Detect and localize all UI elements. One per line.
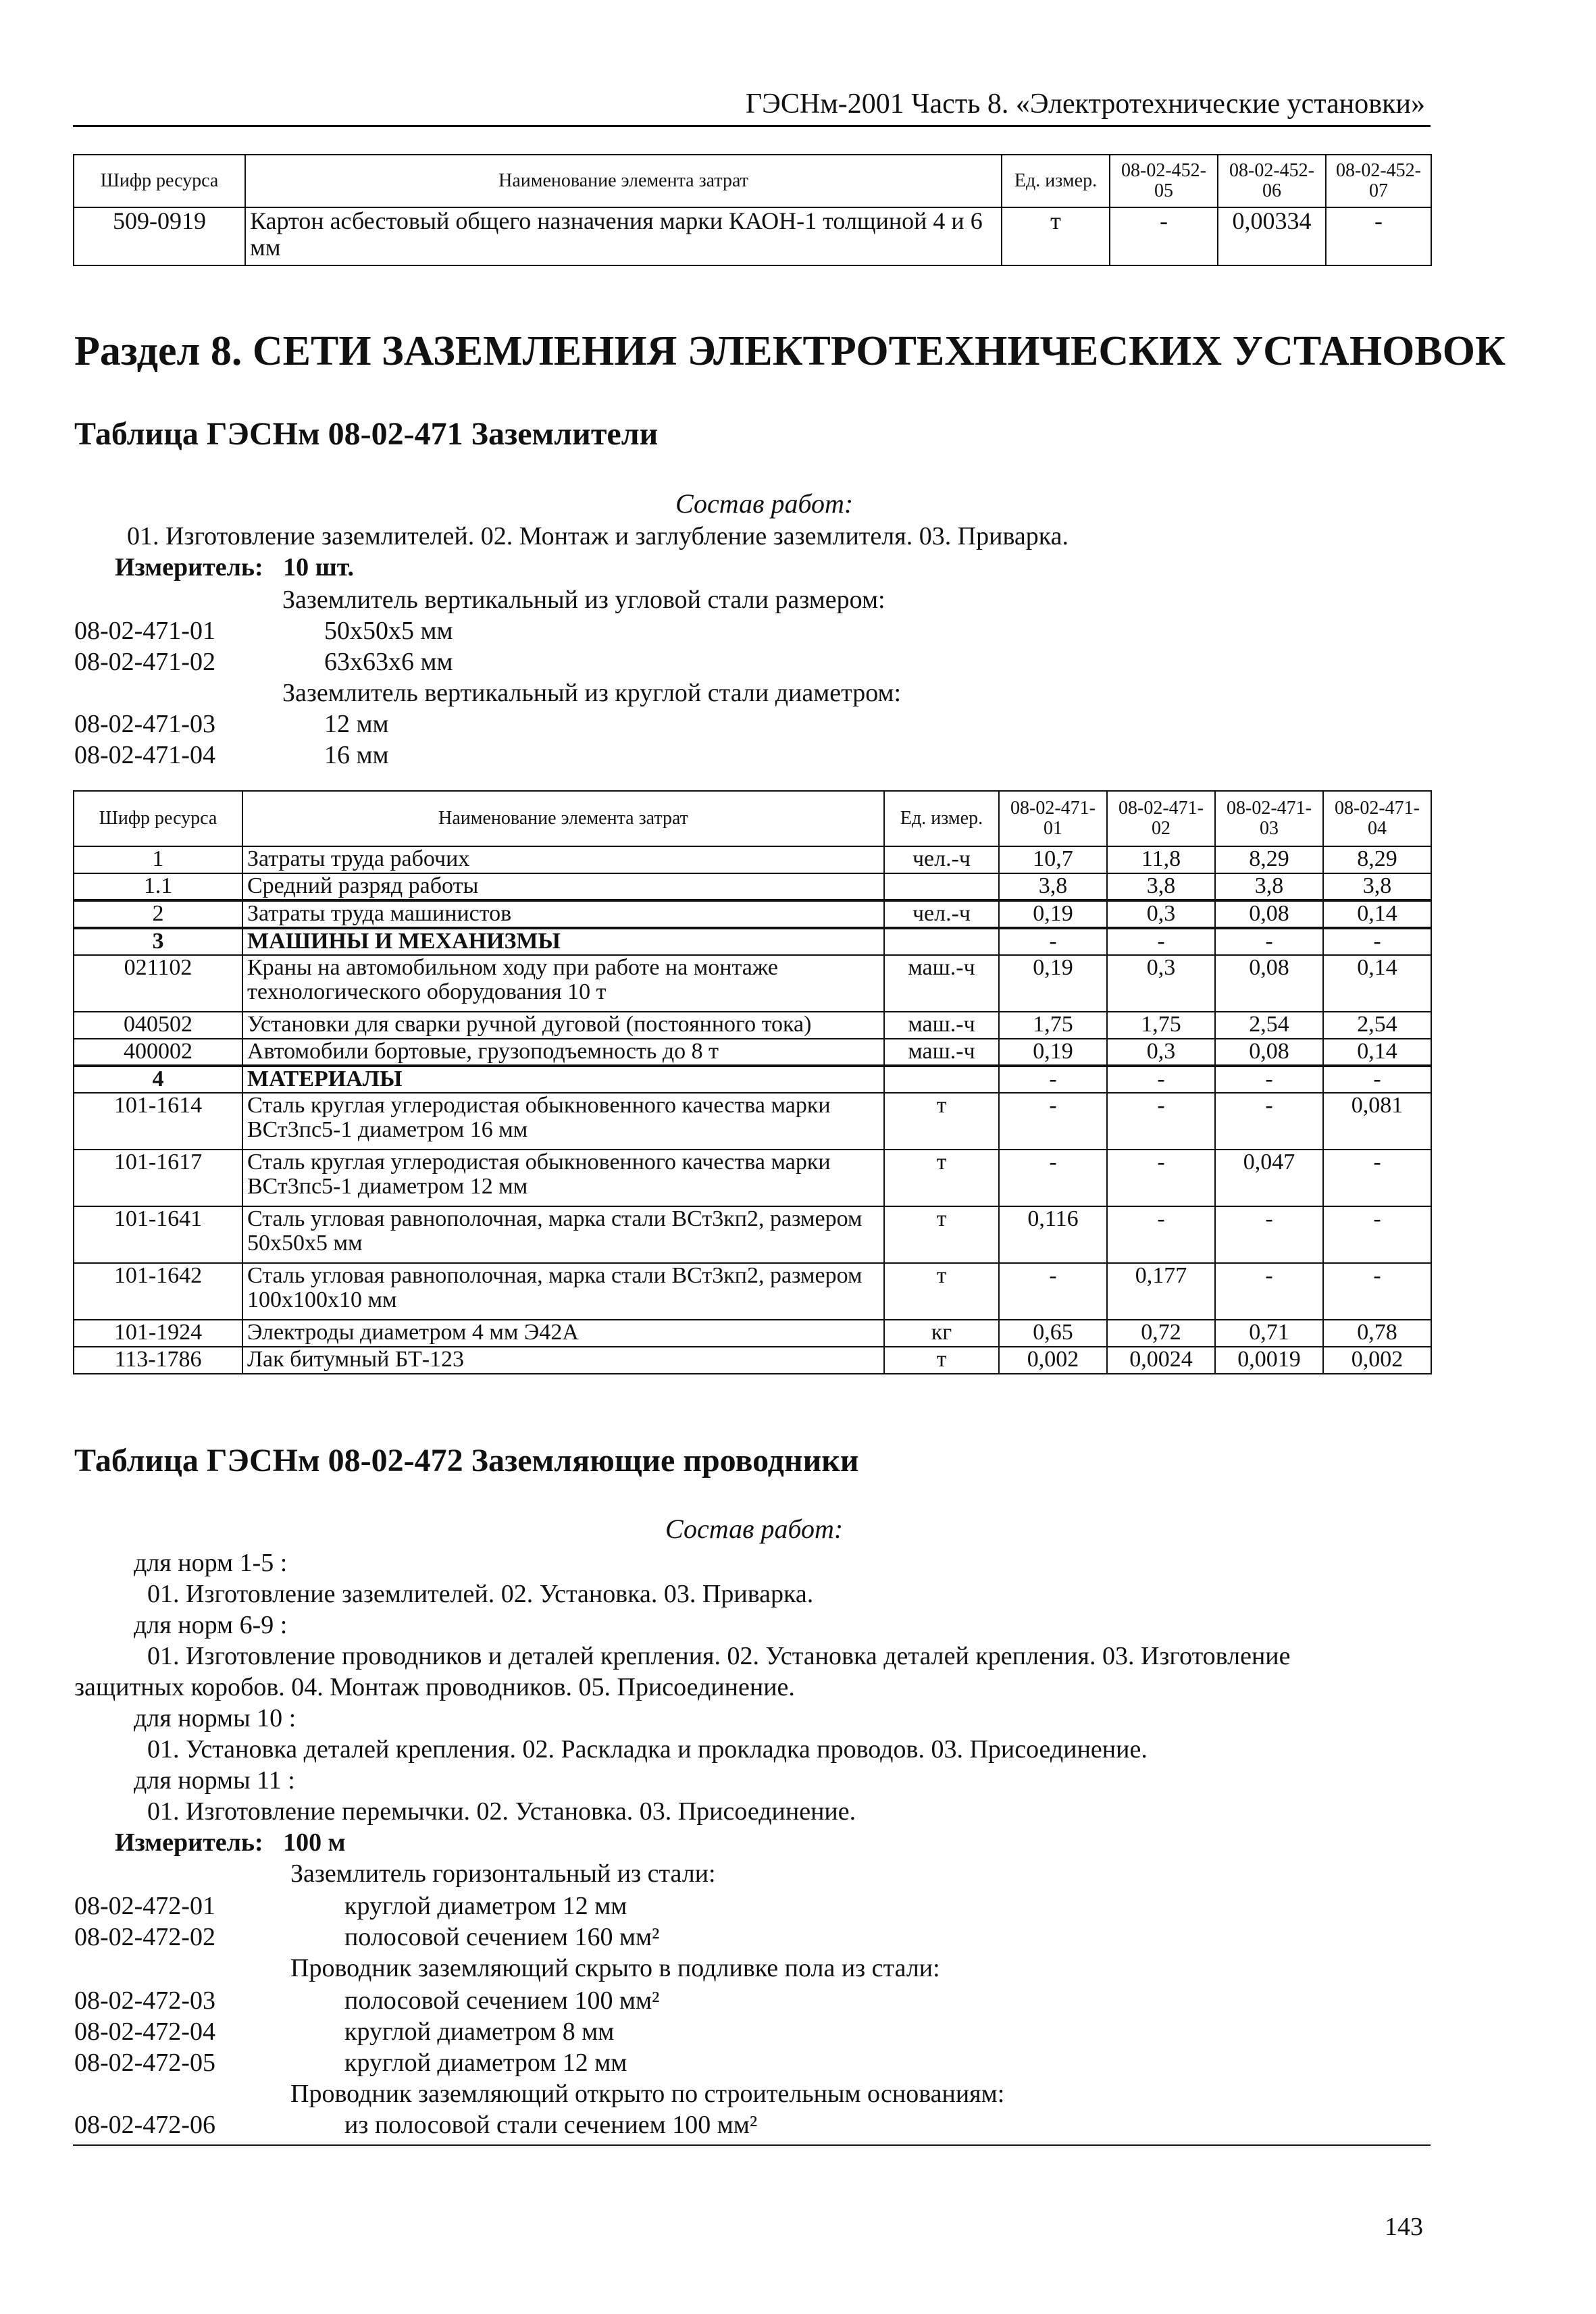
cell: 0,047 [1215, 1150, 1323, 1206]
measure-label-471: Измеритель: [115, 553, 263, 582]
measure-value-471: 10 шт. [283, 553, 355, 582]
norm-desc: 12 мм [324, 710, 389, 738]
composition-line: 01. Установка деталей крепления. 02. Раскладка и прокладка проводов. 03. Присоединение. [147, 1735, 1148, 1764]
composition-line: 01. Изготовление перемычки. 02. Установка. 03. Присоединение. [147, 1797, 856, 1826]
cell: - [999, 1066, 1107, 1093]
cell: - [1323, 1150, 1431, 1206]
cell: 101-1617 [74, 1150, 242, 1206]
cell: Сталь угловая равнополочная, марка стали ВСт3кп2, размером 50х50х5 мм [242, 1206, 884, 1263]
composition-line: 01. Изготовление заземлителей. 02. Установка. 03. Приварка. [147, 1580, 814, 1608]
cell: - [999, 1150, 1107, 1206]
cell [884, 873, 999, 900]
cell: - [1326, 207, 1431, 265]
cell: 8,29 [1323, 846, 1431, 873]
cell: 040502 [74, 1012, 242, 1039]
cell: Краны на автомобильном ходу при работе на монтаже технологического оборудования 10 т [242, 955, 884, 1012]
cell: 0,3 [1107, 900, 1215, 928]
cell: 021102 [74, 955, 242, 1012]
table-row [74, 846, 1431, 873]
norm-desc: полосовой сечением 160 мм² [344, 1923, 660, 1951]
running-header: ГЭСНм-2001 Часть 8. «Электротехнические установки» [745, 88, 1425, 120]
cell: 3,8 [1215, 873, 1323, 900]
cell: 2 [74, 900, 242, 928]
table-row [74, 1012, 1431, 1039]
cell: 0,14 [1323, 955, 1431, 1012]
cell: 0,65 [999, 1320, 1107, 1347]
cell: т [884, 1206, 999, 1263]
norm-code: 08-02-471-03 [74, 710, 215, 738]
cell: - [999, 928, 1107, 955]
composition-line: защитных коробов. 04. Монтаж проводников. 05. Присоединение. [74, 1673, 795, 1701]
cell: МАТЕРИАЛЫ [242, 1066, 884, 1093]
cell: - [1107, 928, 1215, 955]
col-header: Шифр ресурса [74, 155, 245, 207]
cell: 400002 [74, 1039, 242, 1066]
cell: 1,75 [1107, 1012, 1215, 1039]
cell: чел.-ч [884, 900, 999, 928]
composition-label-472: Состав работ: [665, 1514, 844, 1544]
table-row [74, 873, 1431, 900]
cell: 101-1641 [74, 1206, 242, 1263]
cell: маш.-ч [884, 955, 999, 1012]
cell: - [1107, 1066, 1215, 1093]
group-heading: Проводник заземляющий открыто по строительным основаниям: [290, 2080, 1005, 2108]
cell: т [1002, 207, 1110, 265]
cell: Сталь круглая углеродистая обыкновенного качества марки ВСт3пс5-1 диаметром 12 мм [242, 1150, 884, 1206]
col-header: 08-02-471-04 [1323, 791, 1431, 846]
cell: Установки для сварки ручной дуговой (постоянного тока) [242, 1012, 884, 1039]
table-row [74, 207, 1431, 265]
norm-code: 08-02-471-04 [74, 741, 215, 769]
norm-desc: из полосовой стали сечением 100 мм² [344, 2111, 758, 2139]
cell: 0,3 [1107, 955, 1215, 1012]
cell: 3,8 [1323, 873, 1431, 900]
cell: маш.-ч [884, 1012, 999, 1039]
cell: 4 [74, 1066, 242, 1093]
norm-desc: 50х50х5 мм [324, 617, 453, 645]
cell: Лак битумный БТ-123 [242, 1347, 884, 1374]
cell: Сталь угловая равнополочная, марка стали ВСт3кп2, размером 100х100х10 мм [242, 1263, 884, 1320]
cell: 0,14 [1323, 1039, 1431, 1066]
col-header: Шифр ресурса [74, 791, 242, 846]
cell: т [884, 1150, 999, 1206]
cell: - [1215, 1263, 1323, 1320]
cell: - [1323, 1206, 1431, 1263]
cell: 0,71 [1215, 1320, 1323, 1347]
group-heading: Заземлитель вертикальный из круглой стали диаметром: [282, 679, 902, 707]
cell: 3,8 [999, 873, 1107, 900]
cell: - [1107, 1206, 1215, 1263]
norm-desc: круглой диаметром 12 мм [344, 1892, 627, 1920]
cell: - [1323, 928, 1431, 955]
cell [884, 1066, 999, 1093]
cell: маш.-ч [884, 1039, 999, 1066]
cell: 101-1642 [74, 1263, 242, 1320]
norm-desc: полосовой сечением 100 мм² [344, 1986, 660, 2015]
cell: т [884, 1263, 999, 1320]
cell: 0,19 [999, 955, 1107, 1012]
group-heading: Заземлитель вертикальный из угловой стали размером: [282, 586, 885, 614]
table-row [74, 1039, 1431, 1066]
cell: Затраты труда машинистов [242, 900, 884, 928]
cell: 0,0024 [1107, 1347, 1215, 1374]
col-header: 08-02-471-01 [999, 791, 1107, 846]
bottom-rule [73, 2144, 1431, 2146]
cell: 0,00334 [1218, 207, 1326, 265]
table-452-continuation [73, 154, 1432, 266]
cell: - [1215, 1206, 1323, 1263]
group-heading: Заземлитель горизонтальный из стали: [290, 1859, 716, 1888]
cell: 1.1 [74, 873, 242, 900]
cell: 2,54 [1215, 1012, 1323, 1039]
col-header: Наименование элемента затрат [242, 791, 884, 846]
norm-code: 08-02-472-02 [74, 1923, 215, 1951]
cell: Средний разряд работы [242, 873, 884, 900]
table-471 [73, 790, 1432, 1374]
cell: т [884, 1093, 999, 1150]
page-number: 143 [1385, 2213, 1423, 2241]
norm-code: 08-02-472-01 [74, 1892, 215, 1920]
cell: 10,7 [999, 846, 1107, 873]
norm-desc: 16 мм [324, 741, 389, 769]
cell: - [1215, 928, 1323, 955]
table-472-title: Таблица ГЭСНм 08-02-472 Заземляющие проводники [74, 1443, 859, 1479]
composition-line: для нормы 11 : [134, 1766, 295, 1795]
cell: 0,08 [1215, 955, 1323, 1012]
cell: - [1107, 1093, 1215, 1150]
table-471-title: Таблица ГЭСНм 08-02-471 Заземлители [74, 416, 659, 452]
composition-label-471: Состав работ: [675, 488, 854, 519]
cell: 3 [74, 928, 242, 955]
cell: - [999, 1263, 1107, 1320]
cell [884, 928, 999, 955]
cell: - [1110, 207, 1218, 265]
table-row [74, 1150, 1431, 1206]
cell: 0,08 [1215, 1039, 1323, 1066]
norm-code: 08-02-472-06 [74, 2111, 215, 2139]
norm-code: 08-02-472-05 [74, 2049, 215, 2077]
cell: 11,8 [1107, 846, 1215, 873]
col-header: 08-02-452-05 [1110, 155, 1218, 207]
table-row [74, 1320, 1431, 1347]
cell: Электроды диаметром 4 мм Э42А [242, 1320, 884, 1347]
cell: - [1323, 1066, 1431, 1093]
cell: МАШИНЫ И МЕХАНИЗМЫ [242, 928, 884, 955]
norm-code: 08-02-471-02 [74, 648, 215, 676]
norm-desc: круглой диаметром 8 мм [344, 2017, 615, 2046]
measure-value-472: 100 м [283, 1828, 346, 1857]
cell: 2,54 [1323, 1012, 1431, 1039]
cell: 1,75 [999, 1012, 1107, 1039]
cell: Сталь круглая углеродистая обыкновенного качества марки ВСт3пс5-1 диаметром 16 мм [242, 1093, 884, 1150]
composition-line: для норм 6-9 : [134, 1611, 288, 1639]
cell: 8,29 [1215, 846, 1323, 873]
group-heading: Проводник заземляющий скрыто в подливке пола из стали: [290, 1954, 940, 1982]
cell: - [1215, 1093, 1323, 1150]
table-row [74, 1206, 1431, 1263]
cell: 0,0019 [1215, 1347, 1323, 1374]
cell: 0,3 [1107, 1039, 1215, 1066]
col-header: Ед. измер. [1002, 155, 1110, 207]
table-row [74, 900, 1431, 928]
norm-code: 08-02-472-03 [74, 1986, 215, 2015]
table-row [74, 1066, 1431, 1093]
cell: т [884, 1347, 999, 1374]
cell: чел.-ч [884, 846, 999, 873]
cell: 3,8 [1107, 873, 1215, 900]
composition-471: 01. Изготовление заземлителей. 02. Монтаж и заглубление заземлителя. 03. Приварка. [127, 522, 1069, 550]
table-row [74, 1263, 1431, 1320]
col-header: 08-02-452-07 [1326, 155, 1431, 207]
cell: 0,19 [999, 900, 1107, 928]
norm-desc: круглой диаметром 12 мм [344, 2049, 627, 2077]
cell: Затраты труда рабочих [242, 846, 884, 873]
cell: Картон асбестовый общего назначения марки КАОН-1 толщиной 4 и 6 мм [245, 207, 1002, 265]
cell: 0,116 [999, 1206, 1107, 1263]
cell: 0,002 [999, 1347, 1107, 1374]
table-row [74, 1093, 1431, 1150]
measure-label-472: Измеритель: [115, 1828, 263, 1857]
cell: 0,19 [999, 1039, 1107, 1066]
table-row [74, 955, 1431, 1012]
table-row [74, 1347, 1431, 1374]
section-title: Раздел 8. СЕТИ ЗАЗЕМЛЕНИЯ ЭЛЕКТРОТЕХНИЧЕСКИХ УСТАНОВОК [74, 328, 1505, 374]
composition-line: 01. Изготовление проводников и деталей крепления. 02. Установка деталей крепления. 03. Изготовление [147, 1642, 1291, 1670]
cell: кг [884, 1320, 999, 1347]
cell: 0,14 [1323, 900, 1431, 928]
cell: 0,081 [1323, 1093, 1431, 1150]
cell: - [1215, 1066, 1323, 1093]
cell: 101-1924 [74, 1320, 242, 1347]
cell: Автомобили бортовые, грузоподъемность до 8 т [242, 1039, 884, 1066]
norm-code: 08-02-471-01 [74, 617, 215, 645]
composition-line: для норм 1-5 : [134, 1549, 288, 1577]
cell: 0,002 [1323, 1347, 1431, 1374]
table-row [74, 928, 1431, 955]
col-header: Наименование элемента затрат [245, 155, 1002, 207]
cell: - [1107, 1150, 1215, 1206]
col-header: 08-02-471-03 [1215, 791, 1323, 846]
composition-line: для нормы 10 : [134, 1704, 297, 1732]
cell: 0,08 [1215, 900, 1323, 928]
col-header: 08-02-471-02 [1107, 791, 1215, 846]
cell: 0,78 [1323, 1320, 1431, 1347]
norm-desc: 63х63х6 мм [324, 648, 453, 676]
cell: 0,177 [1107, 1263, 1215, 1320]
col-header: Ед. измер. [884, 791, 999, 846]
cell: 509-0919 [74, 207, 245, 265]
cell: - [1323, 1263, 1431, 1320]
cell: 113-1786 [74, 1347, 242, 1374]
norm-code: 08-02-472-04 [74, 2017, 215, 2046]
cell: 1 [74, 846, 242, 873]
cell: - [999, 1093, 1107, 1150]
col-header: 08-02-452-06 [1218, 155, 1326, 207]
cell: 101-1614 [74, 1093, 242, 1150]
cell: 0,72 [1107, 1320, 1215, 1347]
header-rule [73, 125, 1431, 127]
